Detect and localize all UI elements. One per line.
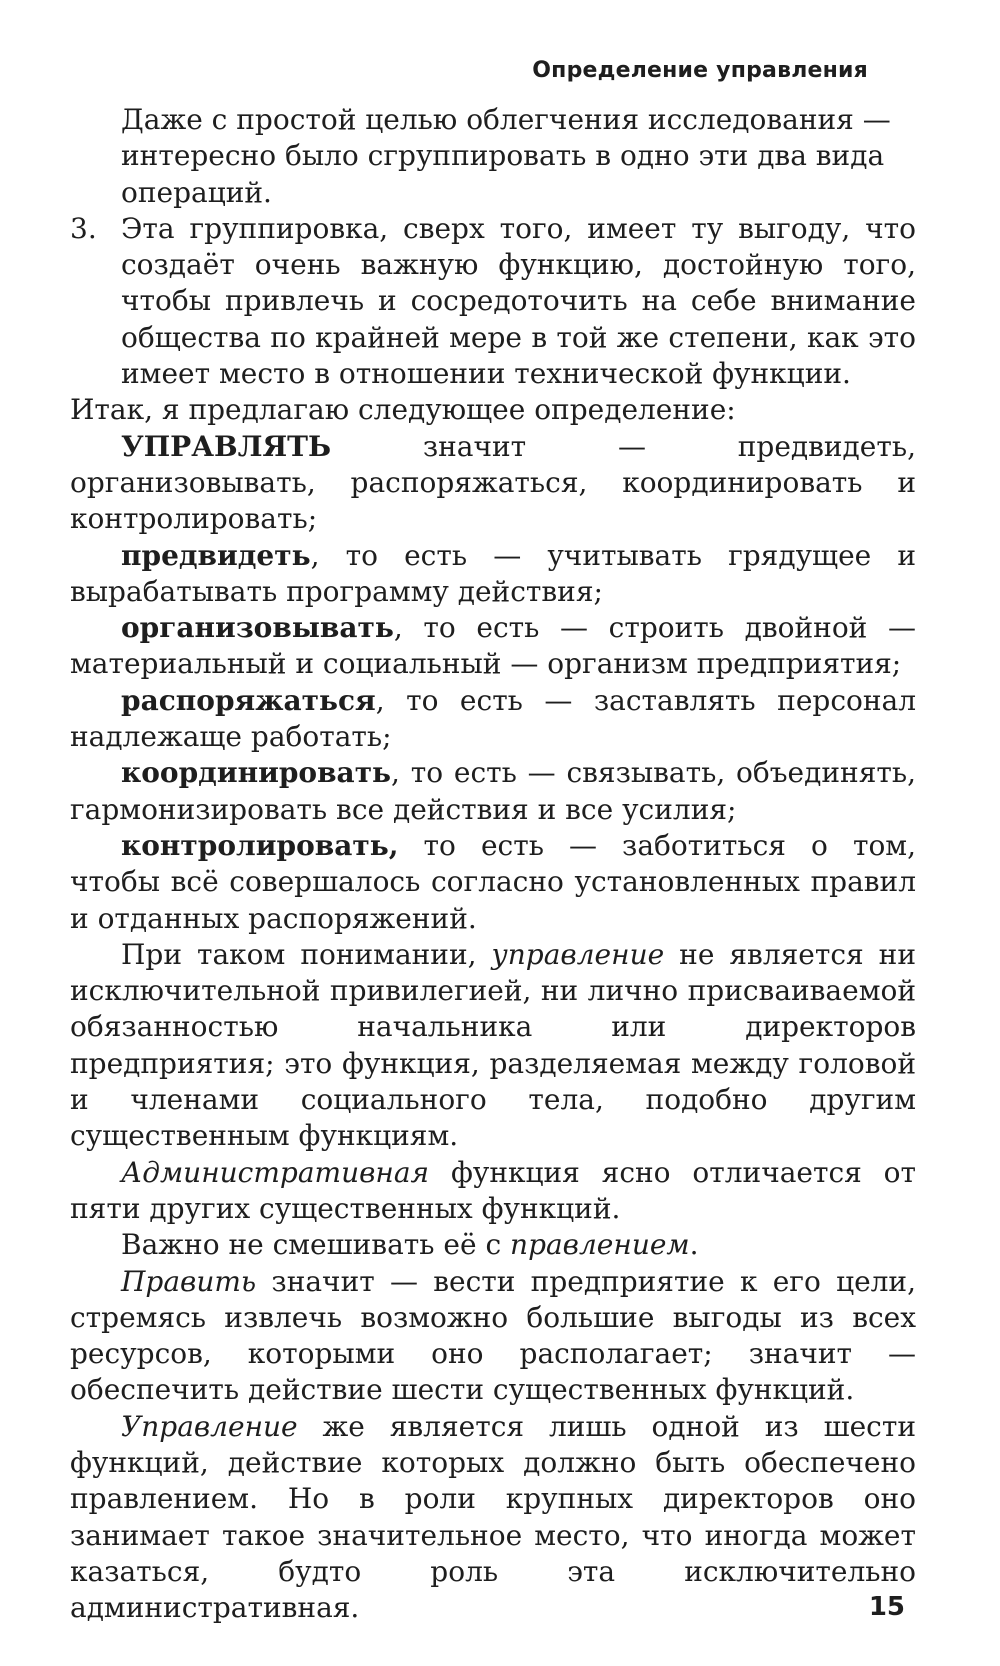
definition-text: , то есть — учитывать грядущее и вырабатывать программу действия; bbox=[70, 538, 916, 608]
definition-coordinate bbox=[70, 755, 916, 828]
definition-term: контролировать, bbox=[121, 828, 399, 862]
numbered-point-3 bbox=[70, 211, 916, 392]
paragraph-govern bbox=[70, 1264, 916, 1409]
italic-term: Административная bbox=[121, 1155, 430, 1189]
definition-control bbox=[70, 828, 916, 937]
italic-term: правлением bbox=[510, 1228, 690, 1262]
body-text bbox=[70, 102, 916, 1626]
text-run: же является лишь одной из шести функций, действие которых должно быть обеспечено правлением. Но в роли крупных директоров оно занимает такое значительное место, что иногда может казаться, будто роль эта исключительно административная. bbox=[70, 1409, 916, 1625]
definition-term: УПРАВЛЯТЬ bbox=[121, 429, 332, 463]
point-text: Эта группировка, сверх того, имеет ту выгоду, что создаёт очень важную функцию, достойную того, чтобы привлечь и сосредоточить на себе внимание общества по крайней мере в той же степени, как это имеет место в отношении технической функции. bbox=[121, 211, 916, 391]
definition-text: то есть — заботиться о том, чтобы всё совершалось согласно установленных правил и отданных распоряжений. bbox=[70, 828, 916, 935]
paragraph-understanding bbox=[70, 937, 916, 1155]
intro-line-1: Даже с простой целью облегчения исследования — bbox=[121, 103, 891, 136]
running-head: Определение управления bbox=[532, 58, 868, 83]
italic-term: управление bbox=[491, 937, 665, 971]
definition-text: , то есть — заставлять персонал надлежаще работать; bbox=[70, 683, 916, 754]
text-run: значит — вести предприятие к его цели, стремясь извлечь возможно большие выгоды из всех ресурсов, которыми оно располагает; значит — обеспечить действие шести существенных функций. bbox=[70, 1264, 916, 1407]
definition-text: , то есть — строить двойной — материальный и социальный — организм предприятия; bbox=[70, 611, 916, 681]
paragraph-administrative bbox=[70, 1155, 916, 1228]
intro-line-2: интересно было сгруппировать в одно эти два вида bbox=[121, 139, 885, 173]
page-number: 15 bbox=[868, 1592, 905, 1622]
definition-term: распоряжаться bbox=[121, 683, 376, 717]
definition-term: организовывать bbox=[121, 611, 394, 645]
italic-term: Управление bbox=[121, 1409, 298, 1443]
definition-text: значит — предвидеть, организовывать, распоряжаться, координировать и контролировать; bbox=[70, 429, 916, 536]
text-run: При таком понимании, bbox=[121, 937, 492, 971]
text-run: не является ни исключительной привилегией, ни лично присваиваемой обязанностью начальника или директоров предприятия; это функция, разделяемая между головой и членами социального тела, подобно другим существенным функциям. bbox=[70, 937, 917, 1153]
italic-term: Править bbox=[121, 1264, 257, 1298]
text-run: . bbox=[689, 1228, 699, 1262]
definition-command bbox=[70, 683, 916, 756]
text-run: функция ясно отличается от пяти других существенных функций. bbox=[70, 1155, 916, 1225]
definition-organize bbox=[70, 610, 916, 683]
lead-in: Итак, я предлагаю следующее определение: bbox=[70, 393, 736, 427]
definition-term: предвидеть bbox=[121, 538, 311, 572]
definition-term: координировать bbox=[121, 756, 392, 790]
definition-foresee bbox=[70, 538, 916, 611]
definition-text: , то есть — связывать, объединять, гармонизировать все действия и все усилия; bbox=[70, 756, 916, 826]
intro-paragraph bbox=[70, 102, 916, 211]
text-run: Важно не смешивать её с bbox=[121, 1228, 511, 1262]
definition-manage bbox=[70, 429, 916, 538]
paragraph-important bbox=[70, 1227, 916, 1263]
point-number: 3. bbox=[70, 211, 97, 245]
intro-line-3: операций. bbox=[121, 175, 272, 209]
